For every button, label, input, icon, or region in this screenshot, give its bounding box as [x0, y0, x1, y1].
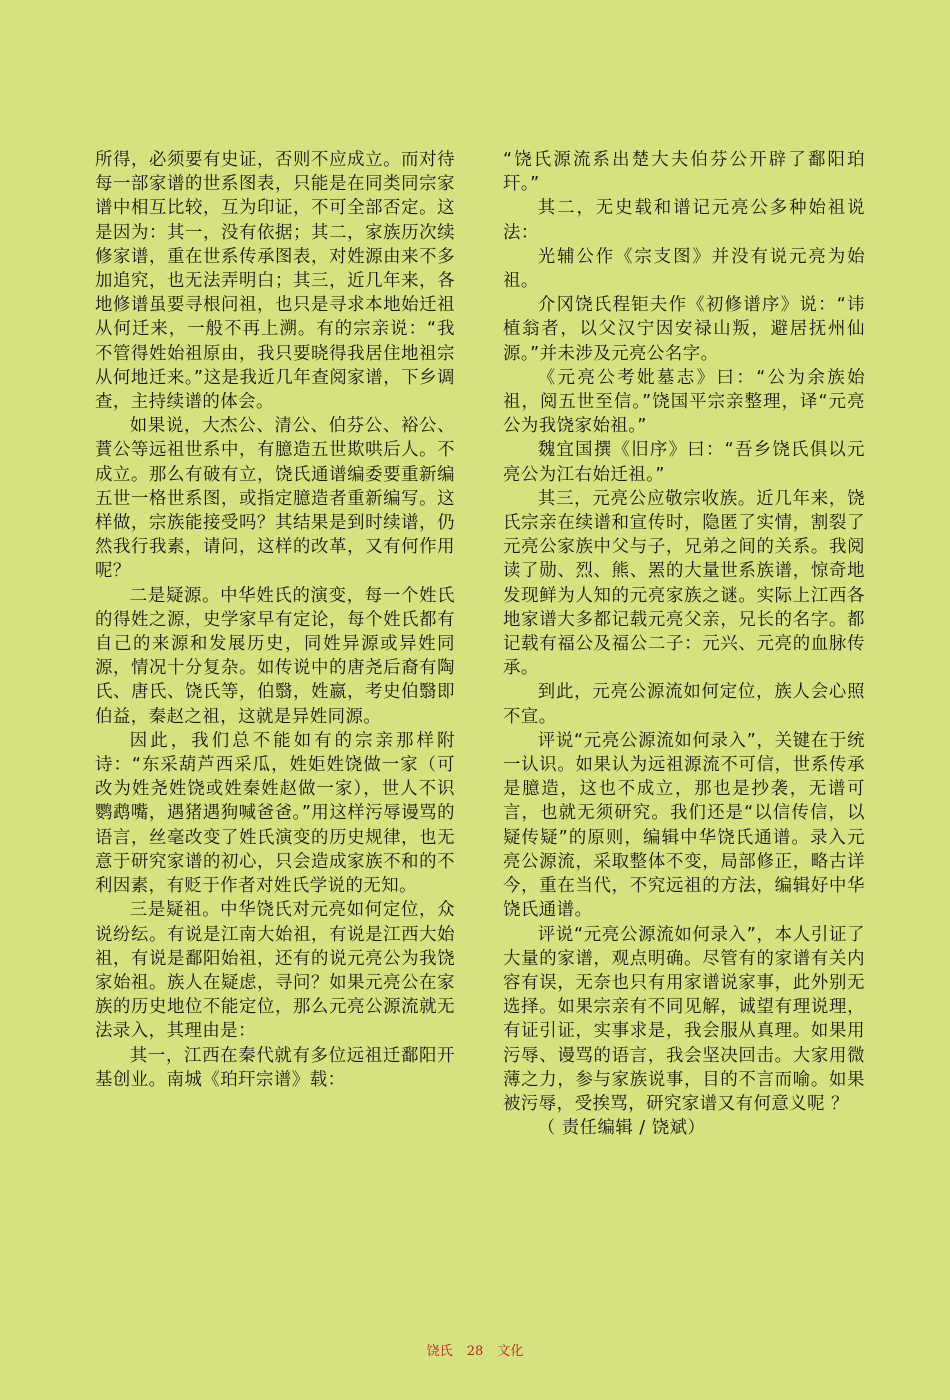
paragraph: 其三，元亮公应敬宗收族。近几年来，饶氏宗亲在续谱和宣传时，隐匿了实情，割裂了元亮公家族中父与子，兄弟之间的关系。我阅读了勋、烈、熊、罴的大量世系族谱，惊奇地发现鲜为人知的元亮家族之谜。实际上江西各地家谱大多都记载元亮父亲，兄长的名字。都记载有福公及福公二子：元兴、元亮的血脉传承。	[503, 488, 865, 679]
paragraph: 评说“元亮公源流如何录入”，本人引证了大量的家谱，观点明确。尽管有的家谱有关内容有误，无奈也只有用家谱说家事，此外别无选择。如果宗亲有不同见解，诚望有理说理，有证引证，实事求是，我会服从真理。如果用污辱、谩骂的语言，我会坚决回击。大家用微薄之力，参与家族说事，目的不言而喻。如果被污辱，受挨骂，研究家谱又有何意义呢 ？	[503, 924, 865, 1114]
editor-note: （ 责任编辑 / 饶斌）	[537, 1118, 706, 1139]
paragraph: 其二，无史载和谱记元亮公多种始祖说法：	[503, 198, 865, 243]
paragraph: 其一，江西在秦代就有多位远祖迁鄱阳开基创业。南城《珀玕宗谱》载：	[95, 1045, 455, 1090]
paragraph: 到此，元亮公源流如何定位，族人会心照不宣。	[503, 682, 865, 727]
paragraph: 评说“元亮公源流如何录入”，关键在于统一认识。如果认为远祖源流不可信，世系传承是臆造，这也不成立，那也是抄袭，无谱可言，也就无须研究。我们还是“以信传信，以疑传疑”的原则，编辑中华饶氏通谱。录入元亮公源流，采取整体不变，局部修正，略古详今，重在当代，不究远祖的方法，编辑好中华饶氏通谱。	[503, 730, 865, 921]
footer-section-name: 文化	[497, 1344, 524, 1359]
paragraph: 如果说，大杰公、清公、伯芬公、裕公、蕡公等远祖世系中，有臆造五世欺哄后人。不成立。那么有破有立，饶氏通谱编委要重新编五世一格世系图，或指定臆造者重新编写。这样做，宗族能接受吗？其结果是到时续谱，仍然我行我素，请问，这样的改革，又有何作用呢？	[95, 416, 455, 582]
paragraph: 所得，必须要有史证，否则不应成立。而对待每一部家谱的世系图表，只能是在同类同宗家谱中相互比较，互为印证，不可全部否定。这是因为：其一，没有依据；其二，家族历次续修家谱，重在世系传承图表，对姓源由来不多加追究，也无法弄明白；其三，近几年来，各地修谱虽要寻根问祖，也只是寻求本地始迁祖从何迁来，一般不再上溯。有的宗亲说：“我不管得姓始祖原由，我只要晓得我居住地祖宗从何地迁来。”这是我近几年查阅家谱，下乡调查，主持续谱的体会。	[95, 150, 455, 413]
right-text-column	[503, 148, 865, 1140]
paragraph: 《元亮公考妣墓志》曰：“公为余族始祖，阅五世至信。”饶国平宗亲整理，译“元亮公为我饶家始祖。”	[503, 367, 865, 437]
paragraph: 因此，我们总不能如有的宗亲那样附诗：“东采葫芦西采瓜，姓姖姓饶做一家（可改为姓尧姓饶或姓秦姓赵做一家），世人不识鹦鹉嘴，遇猪遇狗喊爸爸。”用这样污辱谩骂的语言，丝毫改变了姓氏演变的历史规律，也无意于研究家谱的初心，只会造成家族不和的不利因素，有贬于作者对姓氏学说的无知。	[95, 730, 455, 897]
left-text-column	[95, 148, 455, 1092]
paragraph: “饶氏源流系出楚大夫伯芬公开辟了鄱阳珀玕。”	[503, 150, 865, 195]
page-footer	[0, 1340, 950, 1359]
paragraph: 介冈饶氏程钜夫作《初修谱序》说：“讳植翁者，以父汉宁因安禄山叛，避居抚州仙源。”并未涉及元亮公名字。	[503, 295, 865, 364]
footer-publication-name: 饶氏	[426, 1344, 453, 1359]
page-number: 28	[466, 1344, 484, 1359]
paragraph: 二是疑源。中华姓氏的演变，每一个姓氏的得姓之源，史学家早有定论，每个姓氏都有自己的来源和发展历史，同姓异源或异姓同源，情况十分复杂。如传说中的唐尧后裔有陶氏、唐氏、饶氏等，伯翳，姓嬴，考史伯翳即伯益，秦赵之祖，这就是异姓同源。	[95, 585, 455, 727]
paragraph: 光辅公作《宗支图》并没有说元亮为始祖。	[503, 246, 865, 292]
paragraph: 魏宜国撰《旧序》曰：“吾乡饶氏俱以元亮公为江右始迁祖。”	[503, 440, 865, 485]
paragraph: 三是疑祖。中华饶氏对元亮如何定位，众说纷纭。有说是江南大始祖，有说是江西大始祖，有说是鄱阳始祖，还有的说元亮公为我饶家始祖。族人在疑虑，寻问？如果元亮公在家族的历史地位不能定位，那么元亮公源流就无法录入，其理由是：	[95, 900, 455, 1042]
